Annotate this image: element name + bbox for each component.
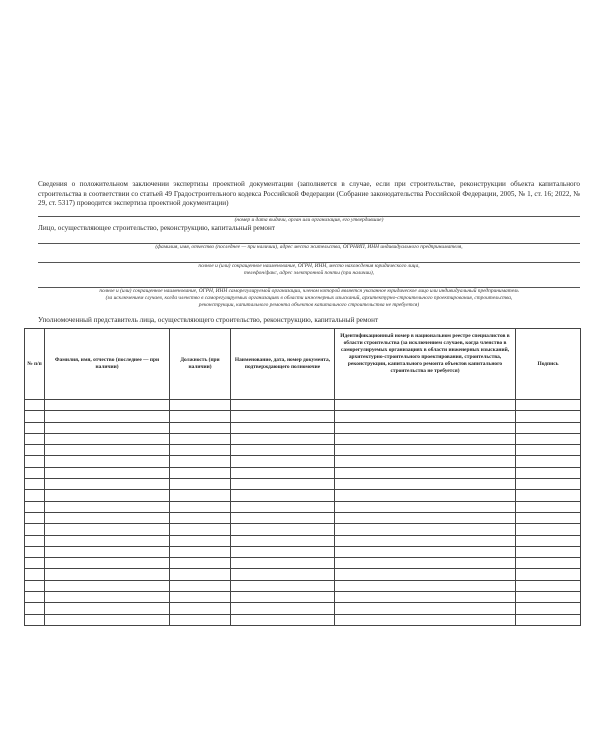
table-cell[interactable] [45, 614, 170, 625]
table-row [25, 603, 581, 614]
table-cell[interactable] [170, 400, 231, 411]
table-cell[interactable] [45, 558, 170, 569]
table-cell[interactable] [25, 445, 45, 456]
table-cell[interactable] [231, 535, 335, 546]
table-cell[interactable] [516, 490, 581, 501]
table-cell[interactable] [335, 479, 516, 490]
table-cell[interactable] [335, 411, 516, 422]
table-cell[interactable] [516, 445, 581, 456]
table-cell[interactable] [170, 433, 231, 444]
table-cell[interactable] [335, 400, 516, 411]
table-row [25, 490, 581, 501]
table-row [25, 512, 581, 523]
table-row [25, 558, 581, 569]
builder-label: Лицо, осуществляющее строительство, реконструкцию, капитальный ремонт [38, 224, 275, 232]
table-cell[interactable] [231, 479, 335, 490]
table-cell[interactable] [170, 490, 231, 501]
table-row [25, 467, 581, 478]
table-cell[interactable] [45, 445, 170, 456]
builder-caption-3: телефон/факс, адрес электронной почты (при наличии), [243, 270, 375, 276]
table-cell[interactable] [335, 558, 516, 569]
table-row [25, 479, 581, 490]
table-cell[interactable] [170, 546, 231, 557]
table-cell[interactable] [170, 592, 231, 603]
table-cell[interactable] [170, 569, 231, 580]
table-cell[interactable] [170, 512, 231, 523]
table-cell[interactable] [335, 433, 516, 444]
table-cell[interactable] [45, 603, 170, 614]
table-cell[interactable] [45, 524, 170, 535]
table-cell[interactable] [45, 535, 170, 546]
table-row [25, 400, 581, 411]
table-cell[interactable] [25, 479, 45, 490]
table-cell[interactable] [335, 546, 516, 557]
table-cell[interactable] [231, 580, 335, 591]
table-cell[interactable] [45, 411, 170, 422]
table-cell[interactable] [516, 580, 581, 591]
table-row [25, 456, 581, 467]
table-cell[interactable] [25, 569, 45, 580]
table-cell[interactable] [335, 603, 516, 614]
table-cell[interactable] [45, 580, 170, 591]
table-cell[interactable] [45, 546, 170, 557]
table-cell[interactable] [231, 512, 335, 523]
table-cell[interactable] [516, 558, 581, 569]
table-row [25, 411, 581, 422]
table-cell[interactable] [25, 524, 45, 535]
table-cell[interactable] [516, 479, 581, 490]
table-cell[interactable] [45, 501, 170, 512]
table-cell[interactable] [516, 501, 581, 512]
table-cell[interactable] [231, 501, 335, 512]
table-cell[interactable] [45, 479, 170, 490]
table-cell[interactable] [335, 592, 516, 603]
table-cell[interactable] [335, 456, 516, 467]
table-cell[interactable] [335, 580, 516, 591]
table-cell[interactable] [231, 603, 335, 614]
expertise-info-paragraph: Сведения о положительном заключении экспертизы проектной документации (заполняется в случае, если при строительстве, реконструкции объекта капитального строительства в соответствии со статьей 49 Градостроительного кодекса Российской Федерации (Собрание законодательства Российской Федерации, 2005, № 1, ст. 16; 2022, № 29, ст. 5317) проводится экспертиза проектной документации) [38, 180, 580, 208]
col-header-name: Фамилия, имя, отчество (последнее — при наличии) [45, 329, 170, 400]
table-cell[interactable] [170, 411, 231, 422]
table-row [25, 580, 581, 591]
table-cell[interactable] [231, 422, 335, 433]
table-cell[interactable] [516, 456, 581, 467]
table-cell[interactable] [516, 411, 581, 422]
expertise-caption: (номер и дата выдачи, орган или организация, его утвердившие) [234, 217, 384, 223]
table-row [25, 546, 581, 557]
table-cell[interactable] [231, 490, 335, 501]
table-cell[interactable] [231, 433, 335, 444]
table-cell[interactable] [170, 501, 231, 512]
representative-label: Уполномоченный представитель лица, осуществляющего строительство, реконструкцию, капитальный ремонт [38, 316, 379, 324]
table-cell[interactable] [335, 614, 516, 625]
table-cell[interactable] [231, 467, 335, 478]
table-cell[interactable] [170, 603, 231, 614]
table-cell[interactable] [335, 535, 516, 546]
table-cell[interactable] [25, 558, 45, 569]
table-cell[interactable] [231, 546, 335, 557]
table-cell[interactable] [25, 456, 45, 467]
table-cell[interactable] [25, 603, 45, 614]
table-cell[interactable] [25, 422, 45, 433]
col-header-position: Должность (при наличии) [170, 329, 231, 400]
table-cell[interactable] [45, 422, 170, 433]
table-cell[interactable] [231, 400, 335, 411]
table-cell[interactable] [516, 433, 581, 444]
table-cell[interactable] [170, 524, 231, 535]
table-cell[interactable] [516, 614, 581, 625]
table-cell[interactable] [45, 490, 170, 501]
table-cell[interactable] [516, 569, 581, 580]
table-cell[interactable] [231, 569, 335, 580]
table-cell[interactable] [335, 569, 516, 580]
representatives-table [24, 328, 581, 626]
table-cell[interactable] [45, 433, 170, 444]
table-cell[interactable] [170, 445, 231, 456]
table-row [25, 592, 581, 603]
table-cell[interactable] [231, 614, 335, 625]
table-row [25, 569, 581, 580]
table-cell[interactable] [25, 512, 45, 523]
table-cell[interactable] [231, 445, 335, 456]
table-cell[interactable] [335, 501, 516, 512]
table-cell[interactable] [231, 456, 335, 467]
table-cell[interactable] [25, 400, 45, 411]
table-cell[interactable] [516, 535, 581, 546]
sro-caption-2: (за исключением случаев, когда членство в саморегулируемых организациях в области инженерных изысканий, архитектурно-строительного проектирования, строительства, [105, 295, 513, 301]
table-cell[interactable] [335, 467, 516, 478]
table-cell[interactable] [25, 501, 45, 512]
table-cell[interactable] [25, 592, 45, 603]
table-cell[interactable] [231, 411, 335, 422]
table-cell[interactable] [25, 411, 45, 422]
table-cell[interactable] [45, 592, 170, 603]
table-cell[interactable] [516, 400, 581, 411]
col-header-id: Идентификационный номер в национальном реестре специалистов в области строительства (за исключением случаев, когда членство в саморегулируемых организациях в области инженерных изысканий, архитектурно-строительного проектирования, строительства, реконструкции, капитального ремонта объектов капитального строительства не требуется) [335, 329, 516, 400]
table-cell[interactable] [516, 546, 581, 557]
table-cell[interactable] [516, 592, 581, 603]
table-cell[interactable] [170, 422, 231, 433]
table-cell[interactable] [335, 512, 516, 523]
table-cell[interactable] [231, 524, 335, 535]
table-cell[interactable] [45, 569, 170, 580]
table-row [25, 614, 581, 625]
table-cell[interactable] [25, 490, 45, 501]
table-cell[interactable] [516, 467, 581, 478]
table-cell[interactable] [45, 512, 170, 523]
table-row [25, 501, 581, 512]
table-cell[interactable] [25, 433, 45, 444]
table-cell[interactable] [25, 614, 45, 625]
col-header-signature: Подпись [516, 329, 581, 400]
table-row [25, 433, 581, 444]
builder-caption-2: полное и (или) сокращенное наименование, ОГРН, ИНН, место нахождения юридического лица, [198, 263, 420, 269]
table-header-row [25, 329, 581, 400]
table-cell[interactable] [335, 445, 516, 456]
table-cell[interactable] [231, 592, 335, 603]
table-cell[interactable] [25, 467, 45, 478]
table-row [25, 422, 581, 433]
table-row [25, 524, 581, 535]
table-cell[interactable] [45, 467, 170, 478]
col-header-num: № п/п [25, 329, 45, 400]
sro-caption-3: реконструкции, капитального ремонта объектов капитального строительства не требуется) [198, 302, 420, 308]
table-cell[interactable] [45, 400, 170, 411]
table-cell[interactable] [335, 490, 516, 501]
table-body [25, 400, 581, 626]
table-cell[interactable] [170, 535, 231, 546]
table-cell[interactable] [45, 456, 170, 467]
table-cell[interactable] [25, 546, 45, 557]
sro-caption-1: полное и (или) сокращенное наименование, ОГРН, ИНН саморегулируемой организации, членом которой является указанное юридическое лицо или индивидуальный предприниматель [99, 288, 519, 294]
table-cell[interactable] [335, 524, 516, 535]
table-cell[interactable] [25, 580, 45, 591]
table-cell[interactable] [170, 479, 231, 490]
table-row [25, 535, 581, 546]
table-cell[interactable] [170, 467, 231, 478]
table-cell[interactable] [170, 580, 231, 591]
col-header-document: Наименование, дата, номер документа, подтверждающего полномочие [231, 329, 335, 400]
table-cell[interactable] [516, 603, 581, 614]
table-cell[interactable] [516, 524, 581, 535]
table-cell[interactable] [516, 422, 581, 433]
table-row [25, 445, 581, 456]
table-cell[interactable] [335, 422, 516, 433]
table-cell[interactable] [25, 535, 45, 546]
builder-caption-1: (фамилия, имя, отчество (последнее — при наличии), адрес места жительства, ОГРНИП, ИНН индивидуального предпринимателя, [155, 244, 463, 250]
table-cell[interactable] [170, 456, 231, 467]
table-cell[interactable] [170, 614, 231, 625]
table-cell[interactable] [170, 558, 231, 569]
table-cell[interactable] [516, 512, 581, 523]
table-cell[interactable] [231, 558, 335, 569]
